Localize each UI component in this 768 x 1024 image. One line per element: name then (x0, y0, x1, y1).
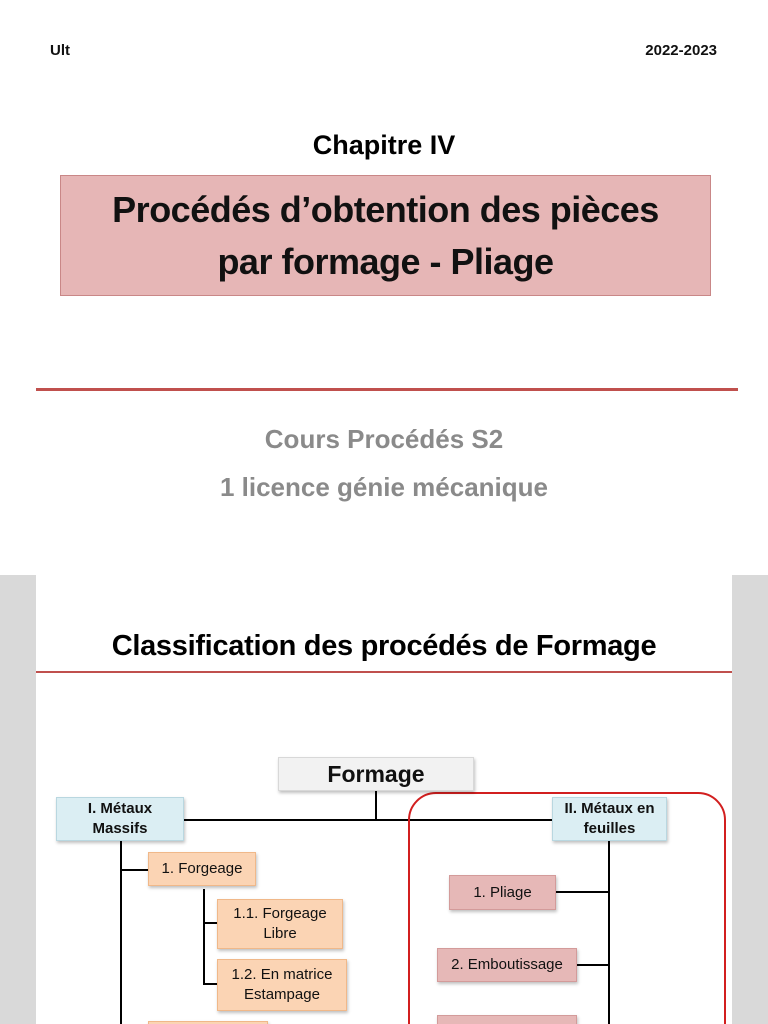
connector-line (375, 790, 377, 820)
node-metaux-massifs: I. Métaux Massifs (56, 797, 184, 841)
course-name: Cours Procédés S2 (264, 424, 504, 454)
connector-line (120, 840, 122, 1024)
connector-line (203, 889, 205, 985)
slide-title: Classification des procédés de Formage (111, 630, 657, 662)
document-title: Procédés d’obtention des pièces par formage - Pliage (112, 188, 659, 282)
chapter-label: Chapitre IV (312, 130, 456, 160)
divider-line (36, 671, 732, 673)
node-emboutissage: 2. Emboutissage (437, 948, 577, 982)
connector-line (120, 869, 148, 871)
title-box (60, 175, 711, 296)
node-forgeage-libre: 1.1. Forgeage Libre (217, 899, 343, 949)
node-en-matrice-estampage: 1.2. En matrice Estampage (217, 959, 347, 1011)
node-forgeage: 1. Forgeage (148, 852, 256, 886)
connector-line (203, 983, 217, 985)
header-year: 2022-2023 (645, 42, 717, 59)
connector-line (203, 922, 217, 924)
node-pliage: 1. Pliage (449, 875, 556, 910)
course-level: 1 licence génie mécanique (219, 472, 549, 502)
node-partial (437, 1015, 577, 1024)
node-metaux-feuilles: II. Métaux en feuilles (552, 797, 667, 841)
slide-classification (36, 575, 732, 1024)
node-formage: Formage (278, 757, 474, 791)
header-university: Ult (50, 42, 70, 59)
divider-line (36, 388, 738, 391)
